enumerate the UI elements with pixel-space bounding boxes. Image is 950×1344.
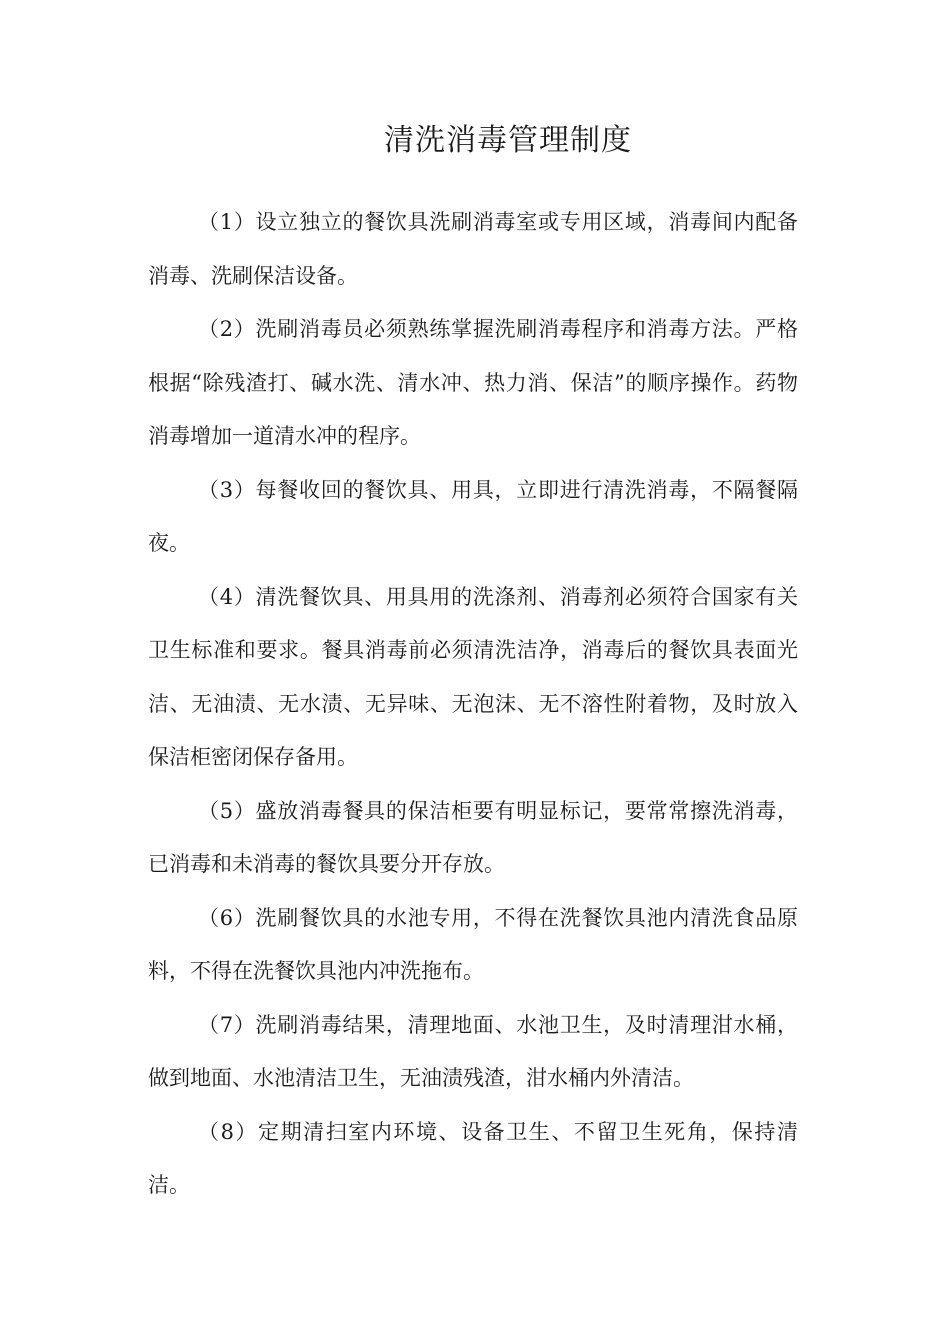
paragraph-5: （5）盛放消毒餐具的保洁柜要有明显标记，要常常擦洗消毒，已消毒和未消毒的餐饮具要分开存放。 bbox=[148, 798, 798, 876]
page-title: 清洗消毒管理制度 bbox=[384, 123, 632, 158]
paragraph-3: （3）每餐收回的餐饮具、用具，立即进行清洗消毒，不隔餐隔夜。 bbox=[148, 477, 798, 555]
paragraph-4: （4）清洗餐饮具、用具用的洗涤剂、消毒剂必须符合国家有关卫生标准和要求。餐具消毒前必须清洗洁净，消毒后的餐饮具表面光洁、无油渍、无水渍、无异味、无泡沫、无不溶性附着物，及时放入保洁柜密闭保存备用。 bbox=[148, 584, 798, 769]
paragraph-7: （7）洗刷消毒结果，清理地面、水池卫生，及时清理泔水桶，做到地面、水池清洁卫生，无油渍残渣，泔水桶内外清洁。 bbox=[148, 1012, 798, 1090]
document-body bbox=[148, 196, 798, 1213]
paragraph-1: （1）设立独立的餐饮具洗刷消毒室或专用区域，消毒间内配备消毒、洗刷保洁设备。 bbox=[148, 210, 798, 288]
paragraph-2: （2）洗刷消毒员必须熟练掌握洗刷消毒程序和消毒方法。严格根据“除残渣打、碱水洗、清水冲、热力消、保洁”的顺序操作。药物消毒增加一道清水冲的程序。 bbox=[148, 317, 798, 448]
paragraph-8: （8）定期清扫室内环境、设备卫生、不留卫生死角，保持清洁。 bbox=[148, 1119, 798, 1197]
paragraph-6: （6）洗刷餐饮具的水池专用，不得在洗餐饮具池内清洗食品原料，不得在洗餐饮具池内冲洗拖布。 bbox=[148, 905, 798, 983]
